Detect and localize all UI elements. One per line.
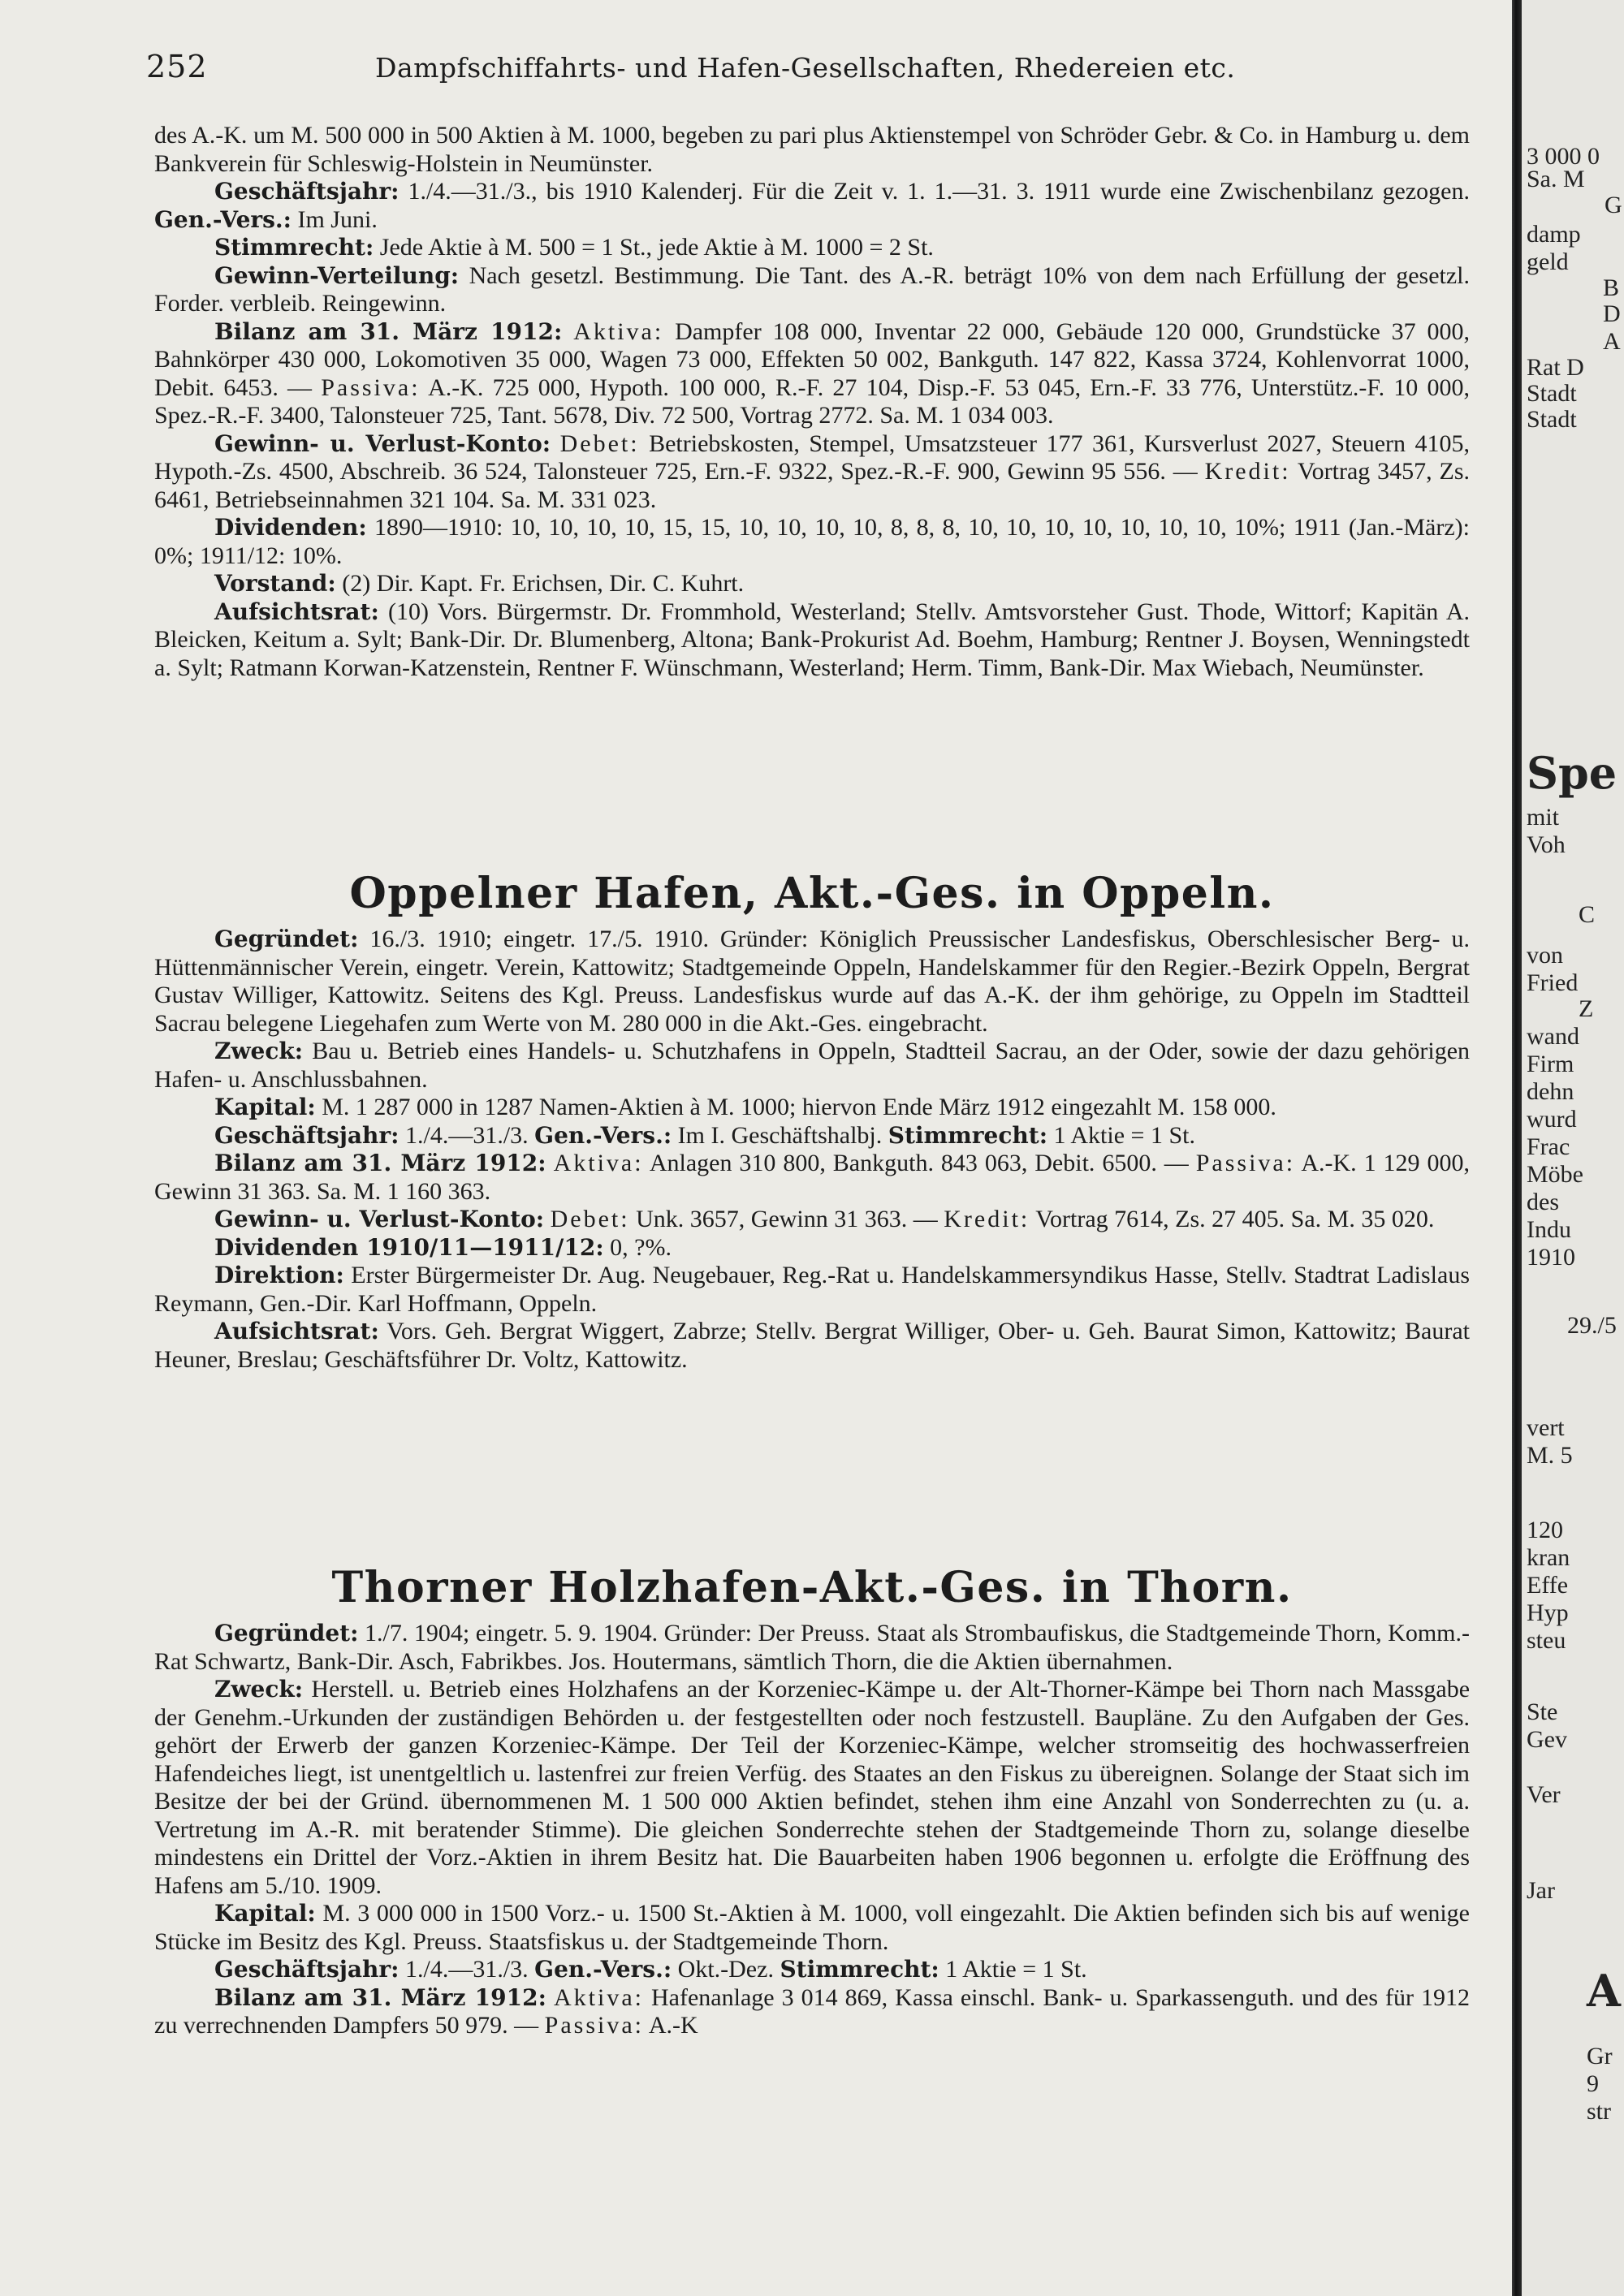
field-label: Stimmrecht: — [214, 234, 374, 261]
guv-paragraph — [154, 1206, 1470, 1234]
field-value: Bau u. Betrieb eines Handels- u. Schutzhafens in Oppeln, Stadtteil Sacrau, an der Oder, sowie der dazu gehörigen Hafen- u. Anschlussbahnen. — [154, 1038, 1471, 1093]
next-page-fragment: Voh — [1527, 831, 1566, 858]
field-value: Herstell. u. Betrieb eines Holzhafens an der Korzeniec-Kämpe u. der Alt-Thorner-Kämpe bei Thorn nach Massgabe der Genehm.-Urkunden der zuständigen Behörden u. der festgestellten oder noch festzustell. Baupläne. Zu den Aufgaben der Ges. gehört der Erwerb der ganzen Korzeniec-Kämpe. Der Teil der Korzeniec-Kämpe, welcher stromseitig des hochwasserfreien Hafendeiches liegt, ist unentgeltlich u. lastenfrei zur freien Verfüg. des Staates an den Fiskus zu übereignen. Solange der Staat sich im Besitze der bei der Gründ. übernommenen M. 1 500 000 Aktien befindet, stehen ihm eine Anzahl von Sonderrechten zu (u. a. Vertretung im A.-R. mit beratender Stimme). Die gleichen Sonderrechte stehen der Stadtgemeinde Thorn zu, solange dieselbe mindestens ein Drittel der Vorz.-Aktien in ihrem Besitz hat. Die Bauarbeiten haben 1906 begonnen u. erfolgte die Eröffnung des Hafens am 5./10. 1909. — [154, 1676, 1471, 1899]
field-value: 1./4.—31./3. — [405, 1956, 529, 1983]
bilanz-paragraph — [154, 1150, 1470, 1206]
aufsichtsrat-paragraph — [154, 598, 1470, 683]
thorn-entry-title: Thorner Holzhafen-Akt.-Ges. in Thorn. — [331, 1563, 1293, 1612]
next-page-fragment: Möbe — [1527, 1161, 1583, 1188]
next-page-fragment: Gev — [1527, 1726, 1567, 1753]
gegruendet-paragraph — [154, 1620, 1470, 1676]
next-page-fragment: Z — [1579, 995, 1594, 1022]
gegruendet-paragraph — [154, 926, 1470, 1038]
field-value: 1./4.—31./3. — [405, 1121, 529, 1149]
next-page-fragment: 1910 — [1527, 1244, 1575, 1271]
field-value: A.-K — [648, 2012, 698, 2039]
next-page-fragment: D — [1603, 300, 1621, 327]
next-page-fragment: Hyp — [1527, 1599, 1569, 1626]
bilanz-paragraph — [154, 318, 1470, 430]
field-label: Direktion: — [214, 1262, 344, 1288]
next-page-fragment: wurd — [1527, 1106, 1577, 1133]
next-page-fragment: Ste — [1527, 1698, 1558, 1725]
field-label: Aufsichtsrat: — [214, 598, 379, 625]
field-value: Nach gesetzl. Bestimmung. Die Tant. des A.-R. beträgt 10% von dem nach Erfüllung der gesetzl. Forder. verbleib. Reingewinn. — [154, 261, 1471, 317]
running-head: Dampfschiffahrts- und Hafen-Gesellschaften, Rhedereien etc. — [375, 52, 1236, 84]
next-page-fragment: des — [1527, 1189, 1559, 1215]
next-page-fragment: vert — [1527, 1414, 1565, 1441]
adjacent-page-edge — [1522, 0, 1624, 2296]
passiva-word: Passiva: — [1195, 1150, 1296, 1176]
field-value: Vortrag 3457, Zs. 6461, Betriebseinnahmen 321 104. Sa. M. 331 023. — [154, 458, 1470, 513]
field-label: Kapital: — [214, 1900, 316, 1927]
page-number: 252 — [146, 49, 208, 84]
field-value: 1 Aktie = 1 St. — [1053, 1121, 1195, 1149]
next-page-fragment: Rat D — [1527, 354, 1584, 381]
next-page-fragment: Fried — [1527, 969, 1579, 996]
field-value: Erster Bürgermeister Dr. Aug. Neugebauer, Reg.-Rat u. Handelskammersyndikus Hasse, Stellv. Stadtrat Ladislaus Reymann, Gen.-Dir. Karl Hoffmann, Oppeln. — [154, 1262, 1470, 1317]
field-value: 1./7. 1904; eingetr. 5. 9. 1904. Gründer: Der Preuss. Staat als Strombaufiskus, die Stadtgemeinde Thorn, Komm.-Rat Schwartz, Bank-Dir. Asch, Fabrikbes. Jos. Houtermans, sämtlich Thorn, die die Aktien übernahmen. — [154, 1620, 1471, 1675]
next-page-fragment: mit — [1527, 804, 1560, 831]
field-label: Bilanz am 31. März 1912: — [214, 1983, 546, 2011]
field-value: Im I. Geschäftshalbj. — [677, 1121, 883, 1149]
field-label: Stimmrecht: — [888, 1121, 1048, 1149]
next-page-fragment: Effe — [1527, 1572, 1569, 1599]
aktiva-word: Aktiva: — [573, 317, 664, 345]
next-page-fragment: 29./5 — [1567, 1312, 1617, 1339]
zweck-paragraph — [154, 1038, 1470, 1094]
field-value: 16./3. 1910; eingetr. 17./5. 1910. Gründer: Königlich Preussischer Landesfiskus, Oberschlesischer Berg- u. Hüttenmännischer Verein, eingetr. Verein, Kattowitz; Stadtgemeinde Oppeln, Handelskammer für den Regier.-Bezirk Oppeln, Bergrat Gustav Williger, Kattowitz. Seitens des Kgl. Preuss. Landesfiskus wurde auf das A.-K. der ihm gehörige, zu Oppeln im Stadtteil Sacrau belegene Liegehafen zum Werte von M. 280 000 in die Akt.-Ges. eingebracht. — [154, 926, 1470, 1037]
field-label: Gewinn- u. Verlust-Konto: — [214, 429, 551, 457]
kapital-paragraph — [154, 1094, 1470, 1122]
field-value: (2) Dir. Kapt. Fr. Erichsen, Dir. C. Kuhrt. — [342, 570, 745, 597]
geschaeftsjahr-paragraph — [154, 1122, 1470, 1150]
page-header — [0, 45, 1512, 94]
next-page-fragment: 120 — [1527, 1517, 1563, 1543]
thorn-entry — [154, 1620, 1470, 2040]
next-page-fragment: A — [1603, 328, 1621, 355]
bilanz-paragraph — [154, 1984, 1470, 2040]
next-page-fragment: dehn — [1527, 1078, 1574, 1105]
next-page-fragment: 3 000 0 — [1527, 143, 1600, 170]
field-value: Dampfer 108 000, Inventar 22 000, Gebäude 120 000, Grundstücke 37 000, Bahnkörper 430 000, Lokomotiven 35 000, Wagen 73 000, Effekten 50 002, Bankguth. 147 822, Kassa 3724, Kohlenvorrat 1000, Debit. 6453. — — [154, 317, 1471, 401]
field-label: Kapital: — [214, 1094, 316, 1120]
book-gutter — [1512, 0, 1522, 2296]
stimmrecht-paragraph — [154, 234, 1470, 262]
guv-paragraph — [154, 430, 1470, 515]
next-page-fragment: Stadt — [1527, 380, 1577, 407]
intro-paragraph: des A.-K. um M. 500 000 in 500 Aktien à M. 1000, begeben zu pari plus Aktienstempel von Schröder Gebr. & Co. in Hamburg u. dem Bankverein für Schleswig-Holstein in Neumünster. — [154, 122, 1470, 177]
field-value: 1890—1910: 10, 10, 10, 10, 15, 15, 10, 10, 10, 10, 8, 8, 8, 10, 10, 10, 10, 10, 10, 10, 10%; 1911 (Jan.-März): 0%; 1911/12: 10%. — [154, 514, 1471, 569]
next-page-fragment: C — [1579, 901, 1596, 928]
field-value: A.-K. 725 000, Hypoth. 100 000, R.-F. 27 104, Disp.-F. 53 045, Ern.-F. 33 776, Unterstütz.-F. 10 000, Spez.-R.-F. 3400, Talonsteuer 725, Tant. 5678, Div. 72 500, Vortrag 2772. Sa. M. 1 034 003. — [154, 373, 1470, 429]
field-value: Anlagen 310 800, Bankguth. 843 063, Debit. 6500. — — [649, 1150, 1189, 1176]
debet-word: Debet: — [559, 429, 640, 457]
field-label: Bilanz am 31. März 1912: — [214, 1150, 546, 1176]
field-label: Gen.-Vers.: — [534, 1956, 672, 1983]
field-value: 0, ?%. — [610, 1233, 672, 1261]
next-page-fragment: str — [1587, 2098, 1611, 2125]
next-page-fragment: steu — [1527, 1627, 1566, 1654]
field-label: Aufsichtsrat: — [214, 1318, 379, 1344]
next-page-fragment: M. 5 — [1527, 1442, 1573, 1469]
dividenden-paragraph — [154, 514, 1470, 570]
next-page-heading-fragment: Spe — [1527, 747, 1618, 799]
next-page-fragment: damp — [1527, 221, 1581, 248]
field-label: Geschäftsjahr: — [214, 1956, 400, 1983]
direktion-paragraph — [154, 1262, 1470, 1318]
field-value: M. 3 000 000 in 1500 Vorz.- u. 1500 St.-Aktien à M. 1000, voll eingezahlt. Die Aktien befinden sich bis auf wenige Stücke im Besitz des Kgl. Preuss. Staatsfiskus u. der Stadtgemeinde Thorn. — [154, 1900, 1471, 1955]
aktiva-word: Aktiva: — [553, 1150, 644, 1176]
field-label: Vorstand: — [214, 570, 336, 597]
next-page-fragment: von — [1527, 942, 1563, 969]
dividenden-paragraph — [154, 1234, 1470, 1262]
next-page-fragment: Frac — [1527, 1133, 1570, 1160]
debet-word: Debet: — [550, 1206, 630, 1232]
field-label: Stimmrecht: — [780, 1956, 939, 1983]
next-page-fragment: wand — [1527, 1023, 1579, 1050]
kapital-paragraph — [154, 1900, 1470, 1956]
zweck-paragraph — [154, 1676, 1470, 1900]
kredit-word: Kredit: — [1204, 458, 1291, 485]
field-value: 1 Aktie = 1 St. — [945, 1956, 1087, 1983]
next-page-fragment: Stadt — [1527, 406, 1577, 433]
next-page-fragment: kran — [1527, 1544, 1570, 1571]
field-value: Unk. 3657, Gewinn 31 363. — — [636, 1206, 938, 1232]
field-value: A.-K. 1 129 000, Gewinn 31 363. Sa. M. 1 160 363. — [154, 1150, 1470, 1205]
field-label: Gen.-Vers.: — [534, 1121, 672, 1149]
kredit-word: Kredit: — [944, 1206, 1030, 1232]
oppeln-entry-title: Oppelner Hafen, Akt.-Ges. in Oppeln. — [349, 869, 1275, 918]
next-page-heading-fragment: A — [1587, 1965, 1621, 2017]
field-label: Gegründet: — [214, 1620, 359, 1646]
gewinnverteilung-paragraph — [154, 262, 1470, 318]
field-label: Dividenden: — [214, 514, 367, 541]
field-label: Zweck: — [214, 1676, 304, 1703]
geschaeftsjahr-paragraph — [154, 178, 1470, 234]
field-value: Hafenanlage 3 014 869, Kassa einschl. Bank- u. Sparkassenguth. und des für 1912 zu verrechnenden Dampfers 50 979. — — [154, 1983, 1471, 2039]
field-label: Geschäftsjahr: — [214, 178, 400, 205]
next-page-fragment: Indu — [1527, 1216, 1571, 1243]
next-page-fragment: 9 — [1587, 2070, 1599, 2097]
field-label: Geschäftsjahr: — [214, 1121, 400, 1149]
field-label: Gewinn- u. Verlust-Konto: — [214, 1206, 545, 1232]
field-value: Im Juni. — [297, 205, 378, 233]
field-value: Vortrag 7614, Zs. 27 405. Sa. M. 35 020. — [1035, 1206, 1435, 1232]
next-page-fragment: Firm — [1527, 1051, 1574, 1077]
field-label: Dividenden 1910/11—1911/12: — [214, 1233, 604, 1261]
next-page-fragment: Ver — [1527, 1781, 1561, 1808]
passiva-word: Passiva: — [544, 2012, 645, 2039]
field-value: Vors. Geh. Bergrat Wiggert, Zabrze; Stellv. Bergrat Williger, Ober- u. Geh. Baurat Simon, Kattowitz; Baurat Heuner, Breslau; Geschäftsführer Dr. Voltz, Kattowitz. — [154, 1318, 1470, 1373]
field-value: Betriebskosten, Stempel, Umsatzsteuer 177 361, Kursverlust 2027, Steuern 4105, Hypoth.-Zs. 4500, Abschreib. 36 524, Talonsteuer 725, Ern.-F. 9322, Spez.-R.-F. 900, Gewinn 95 556. — — [154, 429, 1471, 485]
vorstand-paragraph — [154, 570, 1470, 598]
next-page-fragment: geld — [1527, 248, 1569, 275]
next-page-fragment: G — [1605, 192, 1622, 218]
field-label: Gewinn-Verteilung: — [214, 261, 460, 289]
next-page-fragment: B — [1603, 274, 1620, 301]
geschaeftsjahr-paragraph — [154, 1956, 1470, 1984]
next-page-fragment: Sa. M — [1527, 166, 1585, 192]
field-label: Bilanz am 31. März 1912: — [214, 317, 563, 345]
field-value: Jede Aktie à M. 500 = 1 St., jede Aktie à M. 1000 = 2 St. — [379, 234, 934, 261]
field-label: Gegründet: — [214, 926, 359, 952]
next-page-fragment: Jar — [1527, 1877, 1555, 1904]
field-value: Okt.-Dez. — [677, 1956, 774, 1983]
field-value: 1./4.—31./3., bis 1910 Kalenderj. Für die Zeit v. 1. 1.—31. 3. 1911 wurde eine Zwischenbilanz gezogen. — [408, 178, 1471, 205]
aktiva-word: Aktiva: — [553, 1983, 644, 2011]
field-value: (10) Vors. Bürgermstr. Dr. Frommhold, Westerland; Stellv. Amtsvorsteher Gust. Thode, Wittorf; Kapitän A. Bleicken, Keitum a. Sylt; Bank-Dir. Dr. Blumenberg, Altona; Bank-Prokurist Ad. Boehm, Hamburg; Rentner J. Boysen, Wenningstedt a. Sylt; Ratmann Korwan-Katzenstein, Rentner F. Wünschmann, Westerland; Herm. Timm, Bank-Dir. Max Wiebach, Neumünster. — [154, 598, 1471, 681]
field-value: M. 1 287 000 in 1287 Namen-Aktien à M. 1000; hiervon Ende März 1912 eingezahlt M. 158 000. — [322, 1094, 1276, 1120]
oppeln-entry — [154, 926, 1470, 1374]
field-label: Zweck: — [214, 1038, 304, 1064]
next-page-fragment: Gr — [1587, 2043, 1613, 2069]
passiva-word: Passiva: — [321, 373, 421, 401]
entry-continuation — [154, 122, 1470, 682]
aufsichtsrat-paragraph — [154, 1318, 1470, 1374]
field-label: Gen.-Vers.: — [154, 205, 292, 233]
